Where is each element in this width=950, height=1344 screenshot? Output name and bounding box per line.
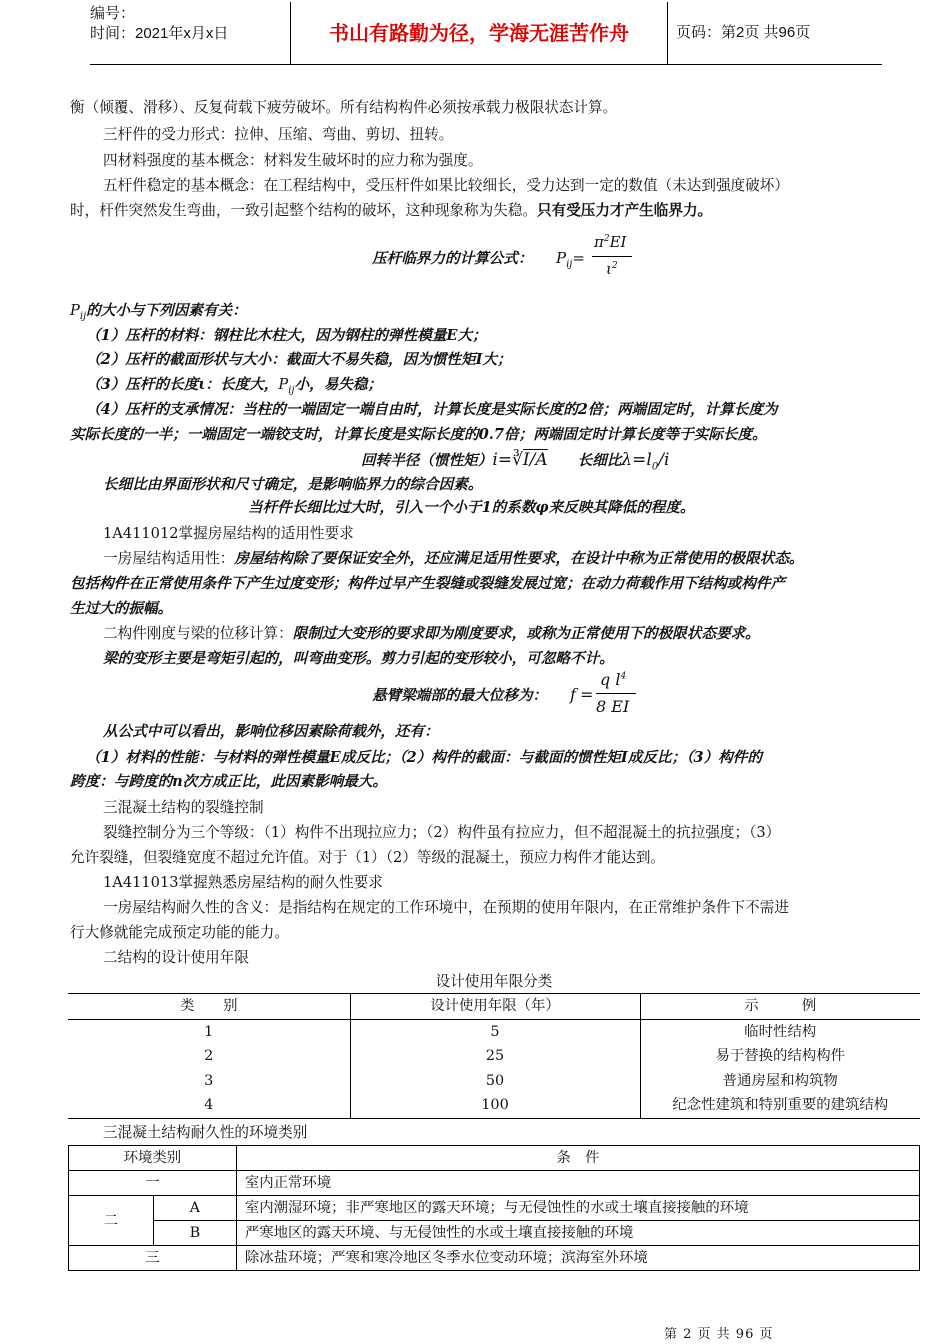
text-line: 三混凝土结构耐久性的环境类别 [103, 1124, 308, 1141]
page-footer: 第 2 页 共 96 页 [664, 1327, 774, 1342]
text-line: 实际长度的一半；一端固定一端铰支时，计算长度是实际长度的0.7倍；两端固定时计算长度等于实际长度。 [70, 426, 767, 443]
text-line: 三混凝土结构的裂缝控制 [103, 799, 264, 816]
table-row [68, 1093, 920, 1118]
table-header-cell: 设计使用年限（年） [350, 994, 640, 1020]
text-line: 一房屋结构耐久性的含义：是指结构在规定的工作环境中，在预期的使用年限内，在正常维护条件下不需进 [103, 899, 789, 916]
doc-number: 编号： [90, 5, 136, 22]
table-cell: 除冰盐环境；严寒和寒冷地区冬季水位变动环境；滨海室外环境 [236, 1246, 919, 1271]
text-line: （1）材料的性能：与材料的弹性模量E成反比；（2）构件的截面：与截面的惯性矩I成反比；（3）构件的 [86, 749, 762, 766]
text-line [70, 200, 910, 222]
table-row [68, 1044, 920, 1069]
table-cell: 100 [350, 1093, 640, 1118]
text-line: （1）压杆的材料：钢柱比木柱大，因为钢柱的弹性模量E大； [86, 327, 487, 344]
table-cell: 普通房屋和构筑物 [640, 1069, 920, 1094]
table-cell: B [153, 1221, 236, 1246]
text-line: 跨度：与跨度的n次方成正比，此因素影响最大。 [70, 773, 388, 790]
header-motto: 书山有路勤为径，学海无涯苦作舟 [290, 2, 668, 64]
text-line: 五杆件稳定的基本概念：在工程结构中，受压杆件如果比较细长，受力达到一定的数值（未达到强度破坏） [103, 177, 789, 194]
text-line: 裂缝控制分为三个等级：（1）构件不出现拉应力；（2）构件虽有拉应力，但不超混凝土的抗拉强度；（3） [103, 824, 781, 841]
text-line: 生过大的振幅。 [70, 600, 173, 617]
table-row [69, 1246, 920, 1271]
text-line: 从公式中可以看出，影响位移因素除荷载外，还有： [103, 723, 439, 740]
text-span: （3）压杆的长度 [86, 376, 199, 393]
emphasis-text: 只有受压力才产生临界力。 [537, 202, 713, 219]
table-cell: 50 [350, 1069, 640, 1094]
table-cell: 1 [204, 1023, 214, 1040]
text-line: 二结构的设计使用年限 [103, 949, 249, 966]
text-line: （4）压杆的支承情况：当柱的一端固定一端自由时，计算长度是实际长度的2倍；两端固定时，计算长度为 [86, 401, 778, 418]
text-line: 三杆件的受力形式：拉伸、压缩、弯曲、剪切、扭转。 [103, 126, 454, 143]
text-span: 长细比 [577, 452, 622, 469]
table-cell: 严寒地区的露天环境、与无侵蚀性的水或土壤直接接触的环境 [236, 1221, 919, 1246]
service-life-table [68, 993, 920, 1119]
text-line: 允许裂缝，但裂缝宽度不超过允许值。对于（1）（2）等级的混凝土，预应力构件才能达到。 [70, 849, 666, 866]
text-span: 二构件刚度与梁的位移计算： [103, 625, 293, 642]
table-cell: 易于替换的结构构件 [640, 1044, 920, 1069]
emphasis-text: 限制过大变形的要求即为刚度要求，或称为正常使用下的极限状态要求。 [292, 625, 760, 642]
table-cell: 4 [68, 1093, 350, 1118]
page-header [90, 2, 882, 65]
header-page: 页码：第2页 共96页 [676, 24, 811, 41]
header-meta [90, 2, 290, 66]
section-heading: 1A411013掌握熟悉房屋结构的耐久性要求 [103, 874, 383, 891]
formula-label: 悬臂梁端部的最大位移为： [372, 687, 548, 704]
text-line: （2）压杆的截面形状与大小：截面大不易失稳，因为惯性矩I大； [86, 351, 512, 368]
table-header-cell: 类 别 [68, 994, 350, 1020]
table-cell: 3 [204, 1072, 214, 1089]
table-cell: A [153, 1196, 236, 1221]
table-cell: 临时性结构 [640, 1019, 920, 1044]
table-header-cell: 条 件 [236, 1146, 919, 1171]
text-line: 行大修就能完成预定功能的能力。 [70, 924, 289, 941]
table-cell: 5 [350, 1019, 640, 1044]
table-row [69, 1171, 920, 1196]
table-cell: 室内潮湿环境；非严寒地区的露天环境；与无侵蚀性的水或土壤直接接触的环境 [236, 1196, 919, 1221]
table-header-row [68, 994, 920, 1020]
text-line: $P_{ij}$的大小与下列因素有关： [70, 302, 247, 322]
text-span: 小，易失稳； [294, 376, 383, 393]
text-line: 包括构件在正常使用条件下产生过度变形；构件过早产生裂缝或裂缝发展过宽；在动力荷载作用下结构或构件产 [70, 575, 786, 592]
section-heading: 1A411012掌握房屋结构的适用性要求 [103, 525, 354, 542]
table-header-cell: 环境类别 [69, 1146, 237, 1171]
doc-time: 时间：2021年x月x日 [90, 25, 229, 42]
emphasis-text: 房屋结构除了要保证安全外，还应满足适用性要求，在设计中称为正常使用的极限状态。 [234, 550, 804, 567]
text-line: 四材料强度的基本概念：材料发生破坏时的应力称为强度。 [103, 152, 483, 169]
text-line: 当杆件长细比过大时，引入一个小于1的系数φ来反映其降低的程度。 [248, 499, 695, 516]
text-span: 时，杆件突然发生弯曲，一致引起整个结构的破坏，这种现象称为失稳。 [70, 202, 538, 219]
table-row [69, 1196, 920, 1221]
formula-label: 回转半径（惯性矩）i=∛I/A 长细比$\lambda=l_0/i$ [361, 450, 670, 473]
table-title: 设计使用年限分类 [435, 973, 553, 990]
text-line: 梁的变形主要是弯矩引起的，叫弯曲变形。剪力引起的变形较小，可忽略不计。 [103, 650, 614, 667]
formula-label: 压杆临界力的计算公式： [372, 250, 533, 267]
table-row [68, 1069, 920, 1094]
table-cell: 二 [69, 1196, 154, 1246]
table-cell: 2 [204, 1048, 214, 1065]
environment-class-table [68, 1145, 920, 1271]
table-cell: 一 [69, 1171, 237, 1196]
text-line: （3）压杆的长度ι：长度大，$P_{ij}$小，易失稳； [86, 376, 383, 396]
text-line: 衡（倾覆、滑移）、反复荷载下疲劳破坏。所有结构构件必须按承载力极限状态计算。 [70, 99, 618, 116]
text-span: 回转半径（惯性矩） [361, 452, 493, 469]
text-line [103, 548, 943, 570]
table-row [68, 1019, 920, 1044]
table-header-cell: 示 例 [640, 994, 920, 1020]
table-row [69, 1221, 920, 1246]
text-span: 的大小与下列因素有关： [86, 302, 247, 319]
table-header-row [69, 1146, 920, 1171]
text-span: ：长度大， [205, 376, 279, 393]
text-line [103, 623, 943, 645]
table-cell: 25 [350, 1044, 640, 1069]
table-cell: 纪念性建筑和特别重要的建筑结构 [640, 1093, 920, 1118]
table-cell: 三 [69, 1246, 237, 1271]
text-span: 一房屋结构适用性： [103, 550, 235, 567]
table-cell: 室内正常环境 [236, 1171, 919, 1196]
text-line: 长细比由界面形状和尺寸确定，是影响临界力的综合因素。 [103, 476, 483, 493]
